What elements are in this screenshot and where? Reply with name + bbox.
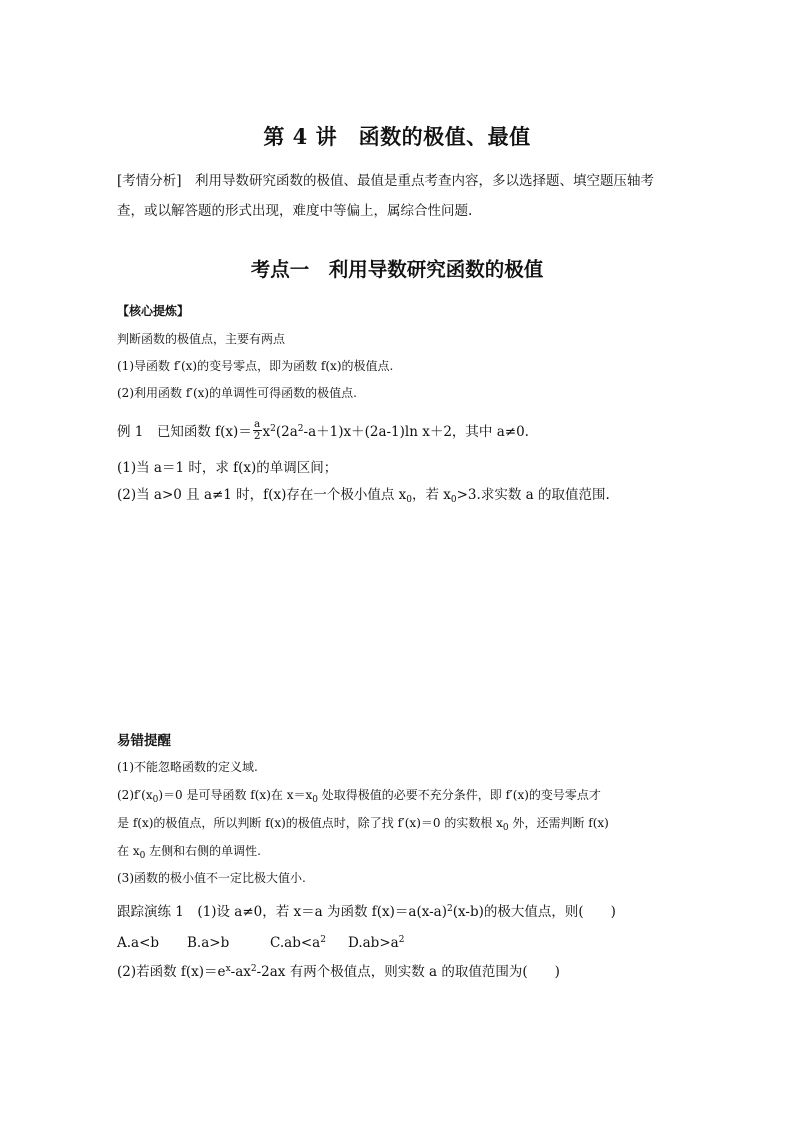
e2-sub: 0 <box>152 795 159 805</box>
practice-options <box>117 930 404 953</box>
option-d-text: D.ab>a <box>348 935 399 951</box>
e3-sub: 0 <box>502 823 509 833</box>
e2-part-b: )＝0 是可导函数 f(x)在 x＝x <box>158 788 313 802</box>
e4-sub: 0 <box>139 851 146 861</box>
practice-2-part-a: (2)若函数 f(x)＝e <box>117 964 226 980</box>
example-x: x <box>262 424 271 440</box>
q2-sub: 0 <box>406 495 412 505</box>
e2-part-c: 处取得极值的必要不充分条件，即 f′(x)的变号零点才 <box>317 788 601 802</box>
option-c-sup: 2 <box>320 935 326 945</box>
core-item-1: (1)导函数 f′(x)的变号零点，即为函数 f(x)的极值点. <box>117 359 394 373</box>
option-b: B.a>b <box>187 935 230 951</box>
q2-sub-2: 0 <box>450 495 457 505</box>
e4-part-b: 左侧和右侧的单调性. <box>145 844 261 858</box>
fraction-denominator: 2 <box>253 430 261 442</box>
practice-1-part-a: 跟踪演练 1 (1)设 a≠0，若 x＝a 为函数 f(x)＝a(x-a) <box>117 904 447 920</box>
option-d <box>348 930 404 953</box>
page-title: 第 4 讲 函数的极值、最值 <box>263 124 531 149</box>
option-c-text: C.ab<a <box>270 935 321 951</box>
example-question-1: (1)当 a＝1 时，求 f(x)的单调区间； <box>117 460 338 476</box>
q2-part-a: (2)当 a>0 且 a≠1 时，f(x)存在一个极小值点 x <box>117 487 407 503</box>
option-d-sup: 2 <box>398 935 405 945</box>
analysis-line-1: [考情分析] 利用导数研究函数的极值、最值是重点考查内容，多以选择题、填空题压轴考 <box>117 173 655 189</box>
errors-heading: 易错提醒 <box>117 733 171 749</box>
q2-part-c: >3.求实数 a 的取值范围. <box>456 487 610 503</box>
practice-2-part-b: -ax <box>230 964 251 980</box>
example-question-2 <box>117 485 610 510</box>
e3-part-b: 外，还需判断 f(x) <box>508 816 609 830</box>
fraction-a-over-2 <box>253 419 262 442</box>
error-3: (3)函数的极小值不一定比极大值小. <box>117 871 306 885</box>
example-sup-3: 2 <box>297 424 304 434</box>
practice-1-part-b: (x-b)的极大值点，则( ) <box>452 904 616 920</box>
q2-part-b: ，若 x <box>411 487 451 503</box>
practice-question-2 <box>117 959 560 982</box>
error-2-continued <box>117 814 609 833</box>
e2-part-a: (2)f′(x <box>117 788 153 802</box>
section-title: 考点一 利用导数研究函数的极值 <box>250 258 544 281</box>
example-mid-1: (2a <box>275 424 298 440</box>
e4-part-a: 在 x <box>117 844 140 858</box>
error-2 <box>117 786 601 805</box>
practice-2-sup-2: 2 <box>250 964 257 974</box>
error-2-end <box>117 842 261 861</box>
practice-question-1 <box>117 899 616 922</box>
example-1-statement <box>117 419 529 444</box>
e3-part-a: 是 f(x)的极值点，所以判断 f(x)的极值点时，除了找 f′(x)＝0 的实数根 x <box>117 816 503 830</box>
fraction-numerator: a <box>254 418 261 430</box>
example-prefix: 例 1 已知函数 f(x)＝ <box>117 424 252 440</box>
error-1: (1)不能忽略函数的定义域. <box>117 760 258 774</box>
example-sup-2: 2 <box>270 424 276 434</box>
e2-sub-2: 0 <box>312 795 318 805</box>
option-a: A.a<b <box>117 935 160 951</box>
example-mid-2: -a＋1)x＋(2a-1)ln x＋2，其中 a≠0. <box>303 424 529 440</box>
core-item-2: (2)利用函数 f′(x)的单调性可得函数的极值点. <box>117 386 357 400</box>
core-heading: 【核心提炼】 <box>117 304 190 318</box>
practice-2-sup: x <box>225 964 231 974</box>
core-lead: 判断函数的极值点，主要有两点 <box>117 332 286 346</box>
practice-2-part-c: -2ax 有两个极值点，则实数 a 的取值范围为( ) <box>256 964 560 980</box>
option-c <box>270 930 348 953</box>
analysis-line-2: 查，或以解答题的形式出现，难度中等偏上，属综合性问题. <box>117 203 473 219</box>
practice-1-sup: 2 <box>447 904 453 914</box>
